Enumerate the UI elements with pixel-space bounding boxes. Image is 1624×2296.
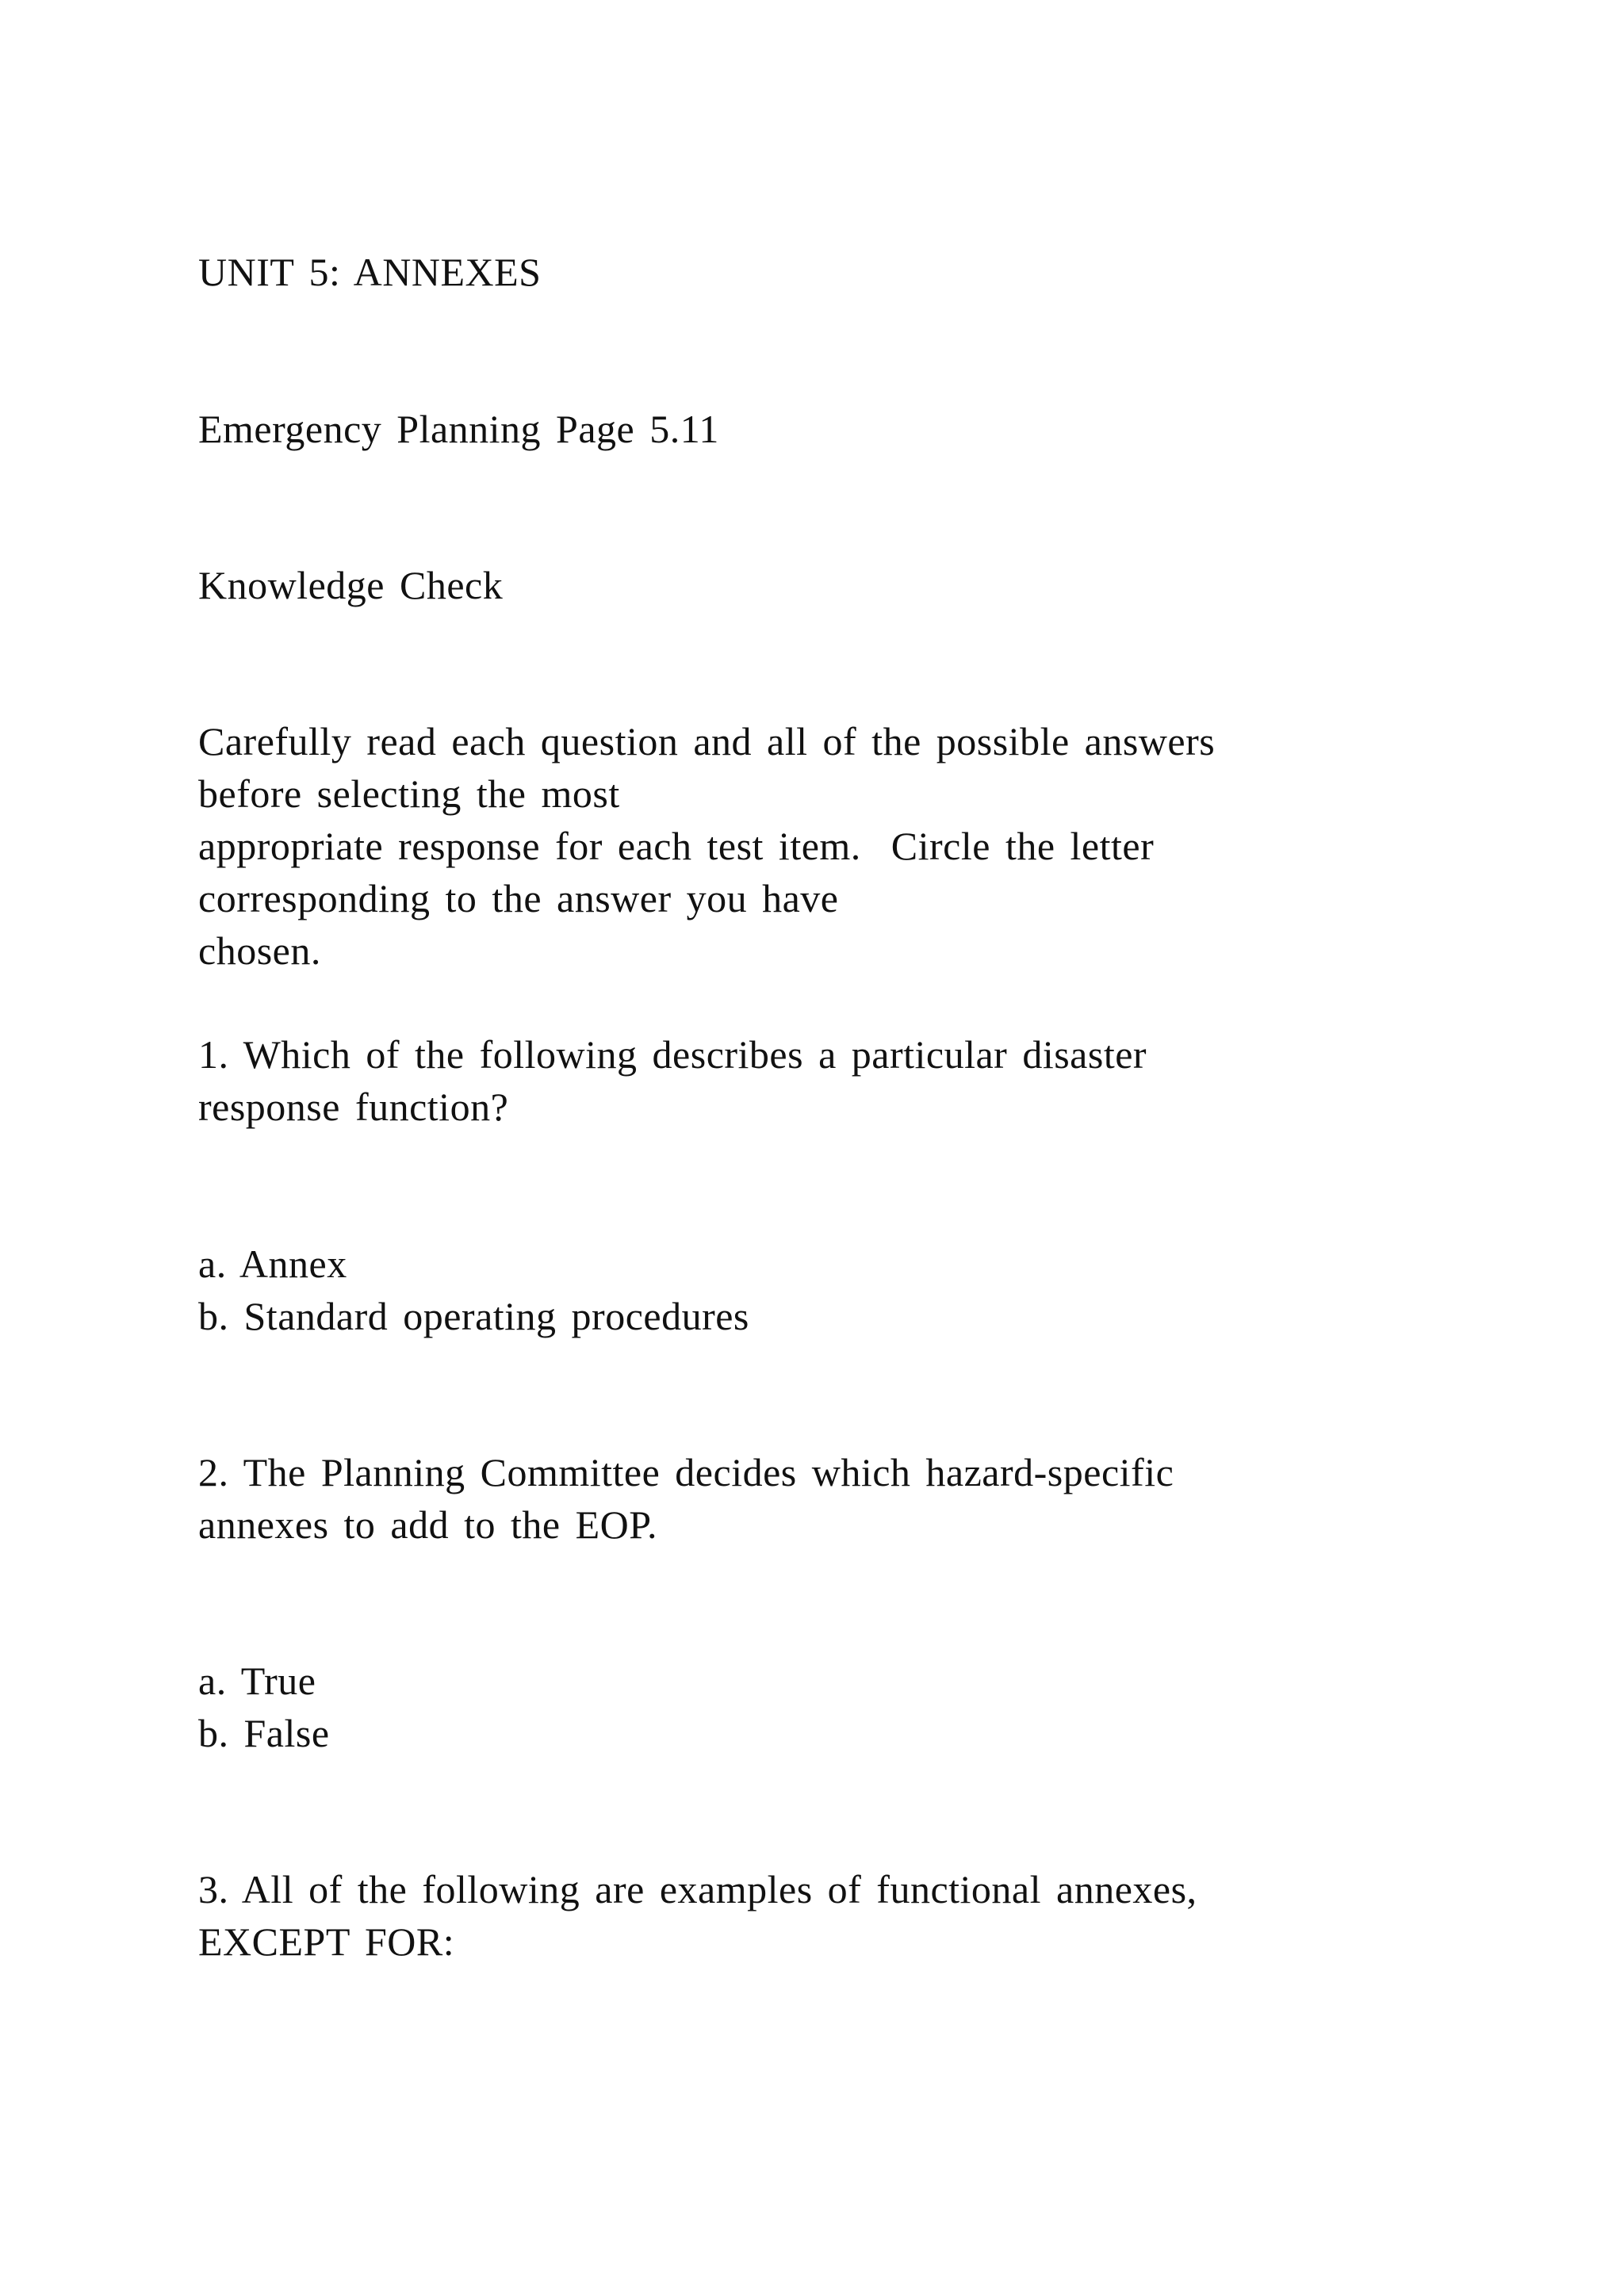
instruction-line: appropriate response for each test item. Circle the letter [198, 824, 1155, 868]
question-text: response function? [198, 1085, 509, 1129]
instruction-line: chosen. [198, 928, 321, 973]
answer-option: a. Annex [198, 1242, 347, 1286]
instruction-line: corresponding to the answer you have [198, 876, 839, 920]
section-title: Knowledge Check [198, 563, 504, 607]
instruction-line: Carefully read each question and all of the possible answers [198, 719, 1216, 763]
question-text: 1. Which of the following describes a particular disaster [198, 1032, 1147, 1077]
question-text: 3. All of the following are examples of functional annexes, [198, 1867, 1197, 1911]
unit-title: UNIT 5: ANNEXES [198, 250, 542, 294]
answer-option: b. Standard operating procedures [198, 1294, 749, 1338]
question-text: 2. The Planning Committee decides which hazard-specific [198, 1450, 1174, 1494]
question-text: annexes to add to the EOP. [198, 1502, 658, 1547]
question-text: EXCEPT FOR: [198, 1919, 455, 1964]
answer-option: b. False [198, 1711, 330, 1755]
instruction-line: before selecting the most [198, 771, 620, 816]
page-header: Emergency Planning Page 5.11 [198, 407, 719, 451]
answer-option: a. True [198, 1659, 316, 1703]
